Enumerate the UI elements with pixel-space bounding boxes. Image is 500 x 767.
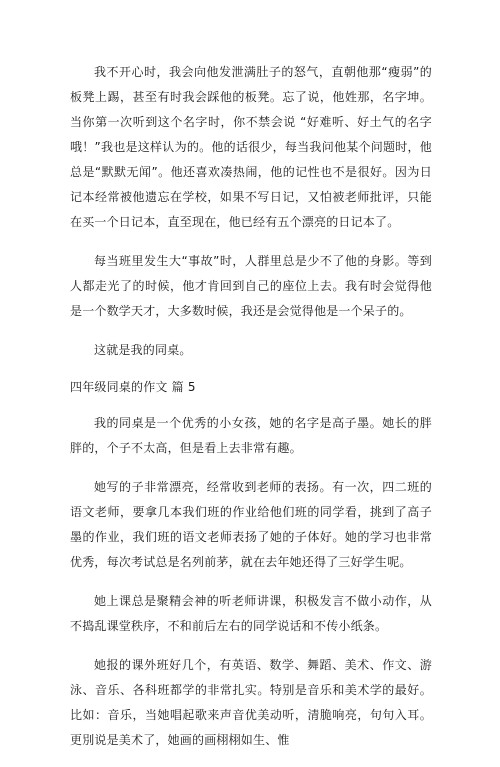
section-paragraph-3: 她上课总是聚精会神的听老师讲课，积极发言不做小动作，从不捣乱课堂秩序，不和前后左右的同学说话和不传小纸条。 xyxy=(70,594,432,633)
section-paragraph-4: 她报的课外班好几个，有英语、数学、舞蹈、美术、作文、游泳、音乐、各科班都学的非常扎实。特别是音乐和美术学的最好。比如：音乐，当她唱起歌来声音优美动听，清脆响亮，句句入耳。更別说是美术了，她画的画栩栩如生、惟 xyxy=(70,658,432,747)
document-body xyxy=(70,60,432,767)
paragraph-3: 这就是我的同桌。 xyxy=(94,343,192,357)
section-paragraph-2: 她写的子非常漂亮，经常收到老师的表扬。有一次，四二班的语文老师，要拿几本我们班的作业给他们班的同学看，挑到了高子墨的作业，我们班的语文老师表扬了她的子体好。她的学习也非常优秀，每次考试总是名列前茅，就在去年她还得了三好学生呢。 xyxy=(70,480,432,569)
paragraph-1: 我不开心时，我会向他发泄满肚子的怒气，直朝他那“瘦弱”的板凳上踢，甚至有时我会踩他的板凳。忘了说，他姓那，名字坤。当你第一次听到这个名字时，你不禁会说 “好难听、好土气的名字哦！”我也是这样认为的。他的话很少，每当我问他某个问题时，他总是“默默无闻”。他还喜欢凑热闹，他的记性也不是很好。因为日记本经常被他遗忘在学校，如果不写日记，又怕被老师批评，只能在买一个日记本，直至现在，他已经有五个漂亮的日记本了。 xyxy=(70,65,432,229)
section-paragraph-1: 我的同桌是一个优秀的小女孩，她的名字是高子墨。她长的胖胖的，个子不太高，但是看上去非常有趣。 xyxy=(70,416,432,455)
paragraph-2: 每当班里发生大“事故”时，人群里总是少不了他的身影。等到人都走光了的时候，他才肯回到自己的座位上去。我有时会觉得他是一个数学天才，大多数时候，我还是会觉得他是一个呆子的。 xyxy=(70,254,432,318)
section-heading: 四年级同桌的作文 篇 5 xyxy=(70,380,196,394)
